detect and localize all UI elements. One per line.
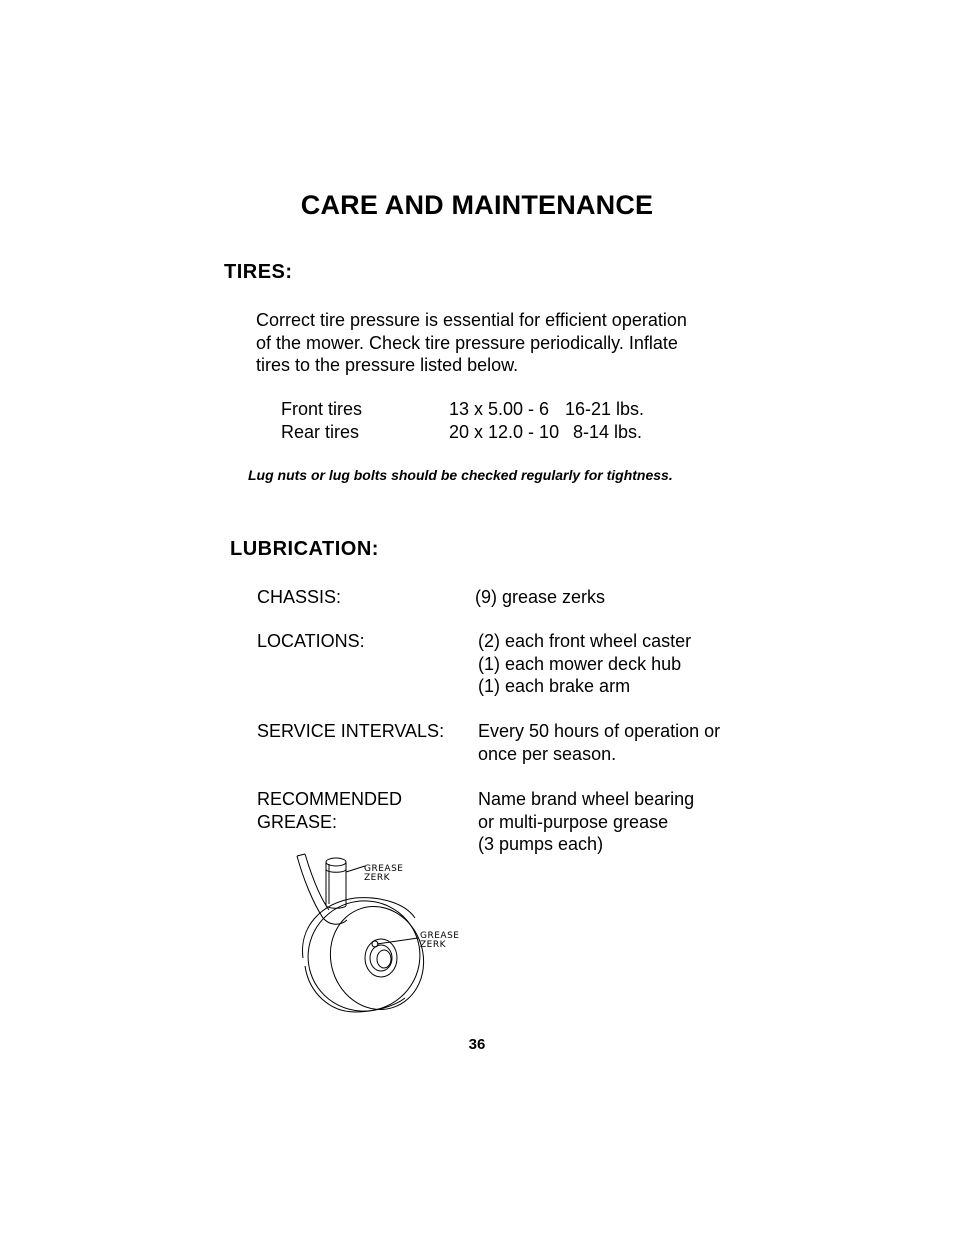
grease-zerk-label-hub: ZERK [420, 940, 447, 950]
service-intervals-label: SERVICE INTERVALS: [257, 721, 445, 741]
tire-row-rear-pressure: 8-14 lbs. [573, 422, 643, 442]
lubrication-heading: LUBRICATION: [230, 538, 379, 560]
chassis-value: (9) grease zerks [475, 587, 606, 607]
tires-paragraph-line: tires to the pressure listed below. [256, 355, 519, 375]
tire-row-front-pressure: 16-21 lbs. [565, 399, 645, 419]
service-intervals-line: Every 50 hours of operation or [478, 721, 721, 741]
caster-fork [297, 854, 347, 924]
chassis-label: CHASSIS: [257, 587, 342, 607]
service-intervals-line: once per season. [478, 743, 617, 764]
grease-zerk-label-hub: GREASE [420, 931, 460, 941]
grease-zerk-label-top: ZERK [364, 873, 391, 883]
tires-heading: TIRES: [224, 261, 293, 283]
tires-paragraph [256, 309, 687, 377]
caster-wheel [294, 886, 437, 1016]
locations-item: (1) each brake arm [478, 676, 631, 696]
recommended-grease-label [257, 788, 402, 833]
lug-nut-note: Lug nuts or lug bolts should be checked regularly for tightness. [248, 467, 673, 483]
service-intervals-values [478, 720, 720, 765]
tires-paragraph-line: of the mower. Check tire pressure periodically. Inflate [256, 332, 678, 353]
tire-row-rear-label: Rear tires [281, 422, 360, 442]
tire-row-front-label: Front tires [281, 399, 363, 419]
recommended-grease-values [478, 788, 694, 856]
grease-zerk-label-top: GREASE [364, 864, 404, 874]
locations-item: (1) each mower deck hub [478, 653, 682, 674]
tires-paragraph-line: Correct tire pressure is essential for efficient operation [256, 310, 687, 330]
recommended-grease-line: or multi-purpose grease [478, 811, 669, 832]
page-number: 36 [468, 1036, 486, 1053]
page-title: CARE AND MAINTENANCE [300, 190, 654, 220]
tire-row-rear-size: 20 x 12.0 - 10 [449, 422, 560, 442]
locations-values [478, 630, 691, 698]
caster-wheel-illustration [285, 848, 470, 1016]
locations-item: (2) each front wheel caster [478, 631, 692, 651]
leader-line-top [346, 866, 365, 872]
recommended-grease-line: (3 pumps each) [478, 834, 604, 854]
recommended-grease-label-line: RECOMMENDED [257, 789, 403, 809]
tire-row-front-size: 13 x 5.00 - 6 [449, 399, 550, 419]
recommended-grease-line: Name brand wheel bearing [478, 789, 695, 809]
locations-label: LOCATIONS: [257, 631, 365, 651]
wheel-hub [365, 939, 397, 977]
recommended-grease-label-line: GREASE: [257, 811, 338, 832]
